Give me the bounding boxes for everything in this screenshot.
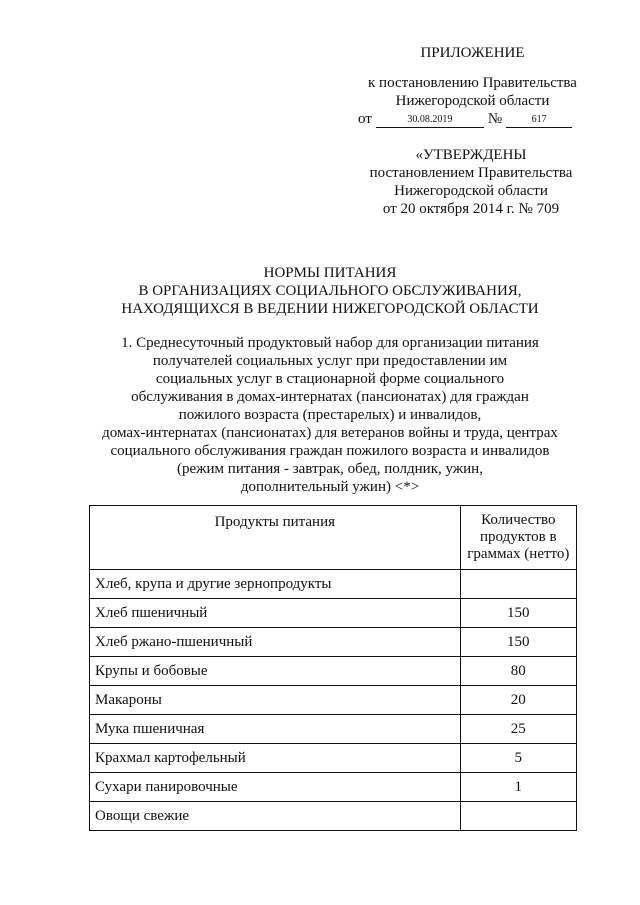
- resolution-date-row: [358, 110, 588, 128]
- quantity-cell: [460, 570, 576, 599]
- header-quantity: [460, 506, 576, 570]
- table-header-row: [90, 506, 577, 570]
- approved-block: [340, 146, 602, 218]
- table-row: [90, 715, 577, 744]
- product-cell: Макароны: [90, 686, 461, 715]
- section-line-2: получателей социальных услуг при предоставлении им: [152, 353, 508, 369]
- section-line-9: дополнительный ужин) <*>: [240, 479, 420, 495]
- table-row: [90, 773, 577, 802]
- section-line-3: социальных услуг в стационарной форме социального: [155, 371, 505, 387]
- header-quantity-line-3: граммах (нетто): [467, 546, 570, 562]
- section-line-4: обслуживания в домах-интернатах (пансионатах) для граждан: [131, 389, 529, 405]
- quantity-cell: [460, 802, 576, 831]
- quantity-cell: 80: [460, 657, 576, 686]
- section-line-1: 1. Среднесуточный продуктовый набор для организации питания: [121, 335, 539, 351]
- title-line-2: В ОРГАНИЗАЦИЯХ СОЦИАЛЬНОГО ОБСЛУЖИВАНИЯ,: [138, 283, 522, 299]
- product-cell: Хлеб пшеничный: [90, 599, 461, 628]
- section-intro: [90, 334, 570, 496]
- quantity-cell: 20: [460, 686, 576, 715]
- approved-line-1: «УТВЕРЖДЕНЫ: [415, 147, 527, 163]
- table-row: [90, 570, 577, 599]
- appendix-header: [360, 44, 585, 110]
- appendix-title: ПРИЛОЖЕНИЕ: [420, 45, 525, 61]
- section-line-7: социального обслуживания граждан пожилого возраста и инвалидов: [110, 443, 550, 459]
- table-row: [90, 686, 577, 715]
- product-cell: Хлеб ржано-пшеничный: [90, 628, 461, 657]
- table-row: [90, 599, 577, 628]
- title-line-3: НАХОДЯЩИХСЯ В ВЕДЕНИИ НИЖЕГОРОДСКОЙ ОБЛАСТИ: [121, 301, 539, 317]
- section-line-6: домах-интернатах (пансионатах) для ветеранов войны и труда, центрах: [102, 425, 558, 441]
- product-cell: Крупы и бобовые: [90, 657, 461, 686]
- quantity-cell: 1: [460, 773, 576, 802]
- resolution-date-field: 30.08.2019: [376, 114, 484, 128]
- table-row: [90, 744, 577, 773]
- product-cell: Мука пшеничная: [90, 715, 461, 744]
- product-cell: Хлеб, крупа и другие зернопродукты: [90, 570, 461, 599]
- appendix-line-1: к постановлению Правительства: [368, 75, 577, 91]
- food-norms-table: [89, 505, 577, 831]
- number-sign: №: [487, 111, 503, 127]
- approved-line-3: Нижегородской области: [394, 183, 548, 199]
- date-prefix: от: [358, 111, 372, 127]
- document-title: [80, 264, 580, 318]
- section-line-8: (режим питания - завтрак, обед, полдник, ужин,: [177, 461, 483, 477]
- quantity-cell: 150: [460, 628, 576, 657]
- quantity-cell: 150: [460, 599, 576, 628]
- quantity-cell: 25: [460, 715, 576, 744]
- product-cell: Крахмал картофельный: [90, 744, 461, 773]
- header-product: Продукты питания: [90, 506, 461, 570]
- section-line-5: пожилого возраста (престарелых) и инвалидов,: [178, 407, 482, 423]
- table-row: [90, 802, 577, 831]
- table-row: [90, 657, 577, 686]
- header-quantity-line-1: Количество: [481, 512, 556, 528]
- approved-line-4: от 20 октября 2014 г. № 709: [382, 201, 560, 217]
- product-cell: Сухари панировочные: [90, 773, 461, 802]
- appendix-line-2: Нижегородской области: [395, 93, 550, 109]
- approved-line-2: постановлением Правительства: [369, 165, 573, 181]
- resolution-number-field: 617: [506, 114, 572, 128]
- quantity-cell: 5: [460, 744, 576, 773]
- title-line-1: НОРМЫ ПИТАНИЯ: [263, 265, 397, 281]
- table-row: [90, 628, 577, 657]
- product-cell: Овощи свежие: [90, 802, 461, 831]
- header-quantity-line-2: продуктов в: [480, 529, 557, 545]
